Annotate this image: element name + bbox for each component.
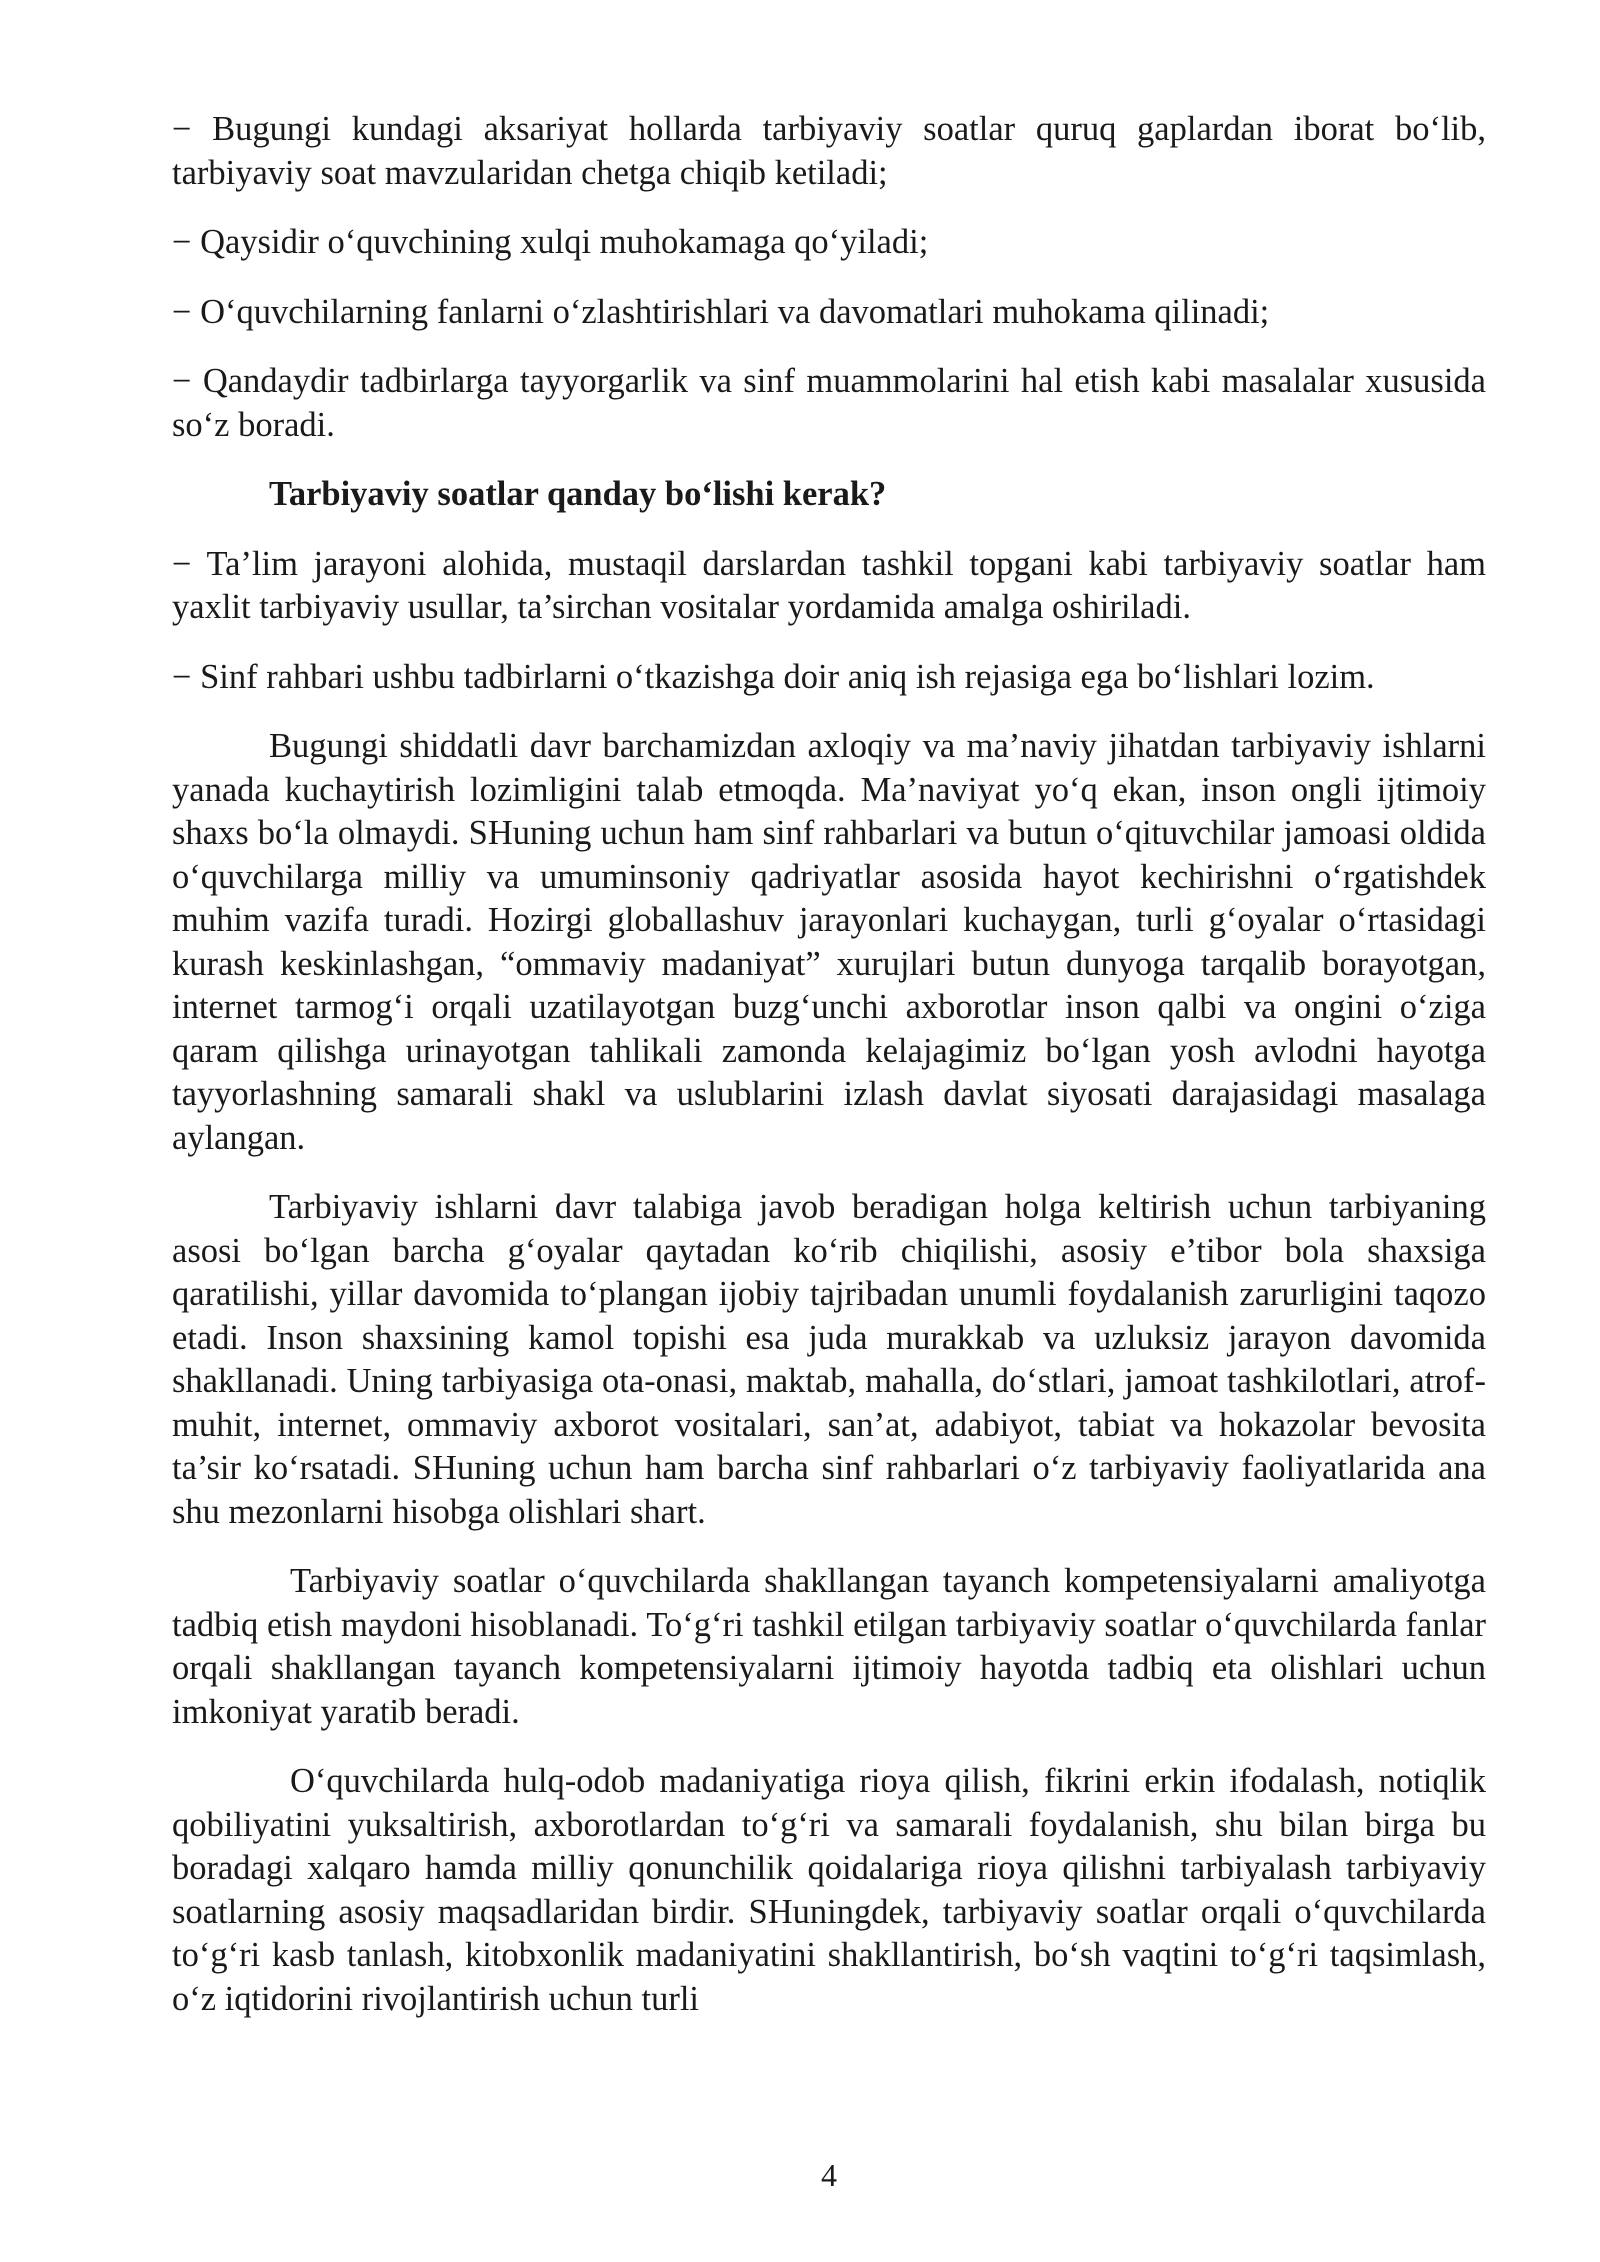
bullet-item: − O‘quvchilarning fanlarni o‘zlashtirishlari va davomatlari muhokama qilinadi; [172,292,1270,331]
page-number: 4 [821,2157,837,2193]
bullet-item: − Qandaydir tadbirlarga tayyorgarlik va sinf muammolarini hal etish kabi masalalar xususida so‘z boradi. [172,362,1486,444]
page-body [172,108,1486,2047]
bullet-item: − Bugungi kundagi aksariyat hollarda tarbiyaviy soatlar quruq gaplardan iborat bo‘lib, tarbiyaviy soat mavzularidan chetga chiqib ketiladi; [172,110,1486,192]
body-paragraph: Tarbiyaviy soatlar o‘quvchilarda shakllangan tayanch kompetensiyalarni amaliyotga tadbiq etish maydoni hisoblanadi. To‘g‘ri tashkil etilgan tarbiyaviy soatlar o‘quvchilarda fanlar orqali shakllangan tayanch kompetensiyalarni ijtimoiy hayotda tadbiq eta olishlari uchun imkoniyat yaratib beradi. [172,1562,1486,1731]
bullet-item: − Ta’lim jarayoni alohida, mustaqil darslardan tashkil topgani kabi tarbiyaviy soatlar ham yaxlit tarbiyaviy usullar, ta’sirchan vositalar yordamida amalga oshiriladi. [172,544,1486,626]
body-paragraph: Tarbiyaviy ishlarni davr talabiga javob beradigan holga keltirish uchun tarbiyaning asosi bo‘lgan barcha g‘oyalar qaytadan ko‘rib chiqilishi, asosiy e’tibor bola shaxsiga qaratilishi, yillar davomida to‘plangan ijobiy tajribadan unumli foydalanish zarurligini taqozo etadi. Inson shaxsining kamol topishi esa juda murakkab va uzluksiz jarayon davomida shakllanadi. Uning tarbiyasiga ota-onasi, maktab, mahalla, do‘stlari, jamoat tashkilotlari, atrof-muhit, internet, ommaviy axborot vositalari, san’at, adabiyot, tabiat va hokazolar bevosita ta’sir ko‘rsatadi. SHuning uchun ham barcha sinf rahbarlari o‘z tarbiyaviy faoliyatlarida ana shu mezonlarni hisobga olishlari shart. [172,1188,1486,1531]
bullet-item: − Sinf rahbari ushbu tadbirlarni o‘tkazishga doir aniq ish rejasiga ega bo‘lishlari lozim. [172,657,1375,696]
body-paragraph: Bugungi shiddatli davr barchamizdan axloqiy va ma’naviy jihatdan tarbiyaviy ishlarni yanada kuchaytirish lozimligini talab etmoqda. Ma’naviyat yo‘q ekan, inson ongli ijtimoiy shaxs bo‘la olmaydi. SHuning uchun ham sinf rahbarlari va butun o‘qituvchilar jamoasi oldida o‘quvchilarga milliy va umuminsoniy qadriyatlar asosida hayot kechirishni o‘rgatishdek muhim vazifa turadi. Hozirgi globallashuv jarayonlari kuchaygan, turli g‘oyalar o‘rtasidagi kurash keskinlashgan, “ommaviy madaniyat” xurujlari butun dunyoga tarqalib borayotgan, internet tarmog‘i orqali uzatilayotgan buzg‘unchi axborotlar inson qalbi va ongini o‘ziga qaram qilishga urinayotgan tahlikali zamonda kelajagimiz bo‘lgan yosh avlodni hayotga tayyorlashning samarali shakl va uslublarini izlash davlat siyosati darajasidagi masalaga aylangan. [172,727,1486,1157]
bullet-item: − Qaysidir o‘quvchining xulqi muhokamaga qo‘yiladi; [172,223,929,261]
section-heading: Tarbiyaviy soatlar qanday bo‘lishi kerak? [269,475,887,513]
body-paragraph: O‘quvchilarda hulq-odob madaniyatiga rioya qilish, fikrini erkin ifodalash, notiqlik qobiliyatini yuksaltirish, axborotlardan to‘g‘ri va samarali foydalanish, shu bilan birga bu boradagi xalqaro hamda milliy qonunchilik qoidalariga rioya qilishni tarbiyalash tarbiyaviy soatlarning asosiy maqsadlaridan birdir. SHuningdek, tarbiyaviy soatlar orqali o‘quvchilarda to‘g‘ri kasb tanlash, kitobxonlik madaniyatini shakllantirish, bo‘sh vaqtini to‘g‘ri taqsimlash, o‘z iqtidorini rivojlantirish uchun turli [172,1762,1486,2018]
